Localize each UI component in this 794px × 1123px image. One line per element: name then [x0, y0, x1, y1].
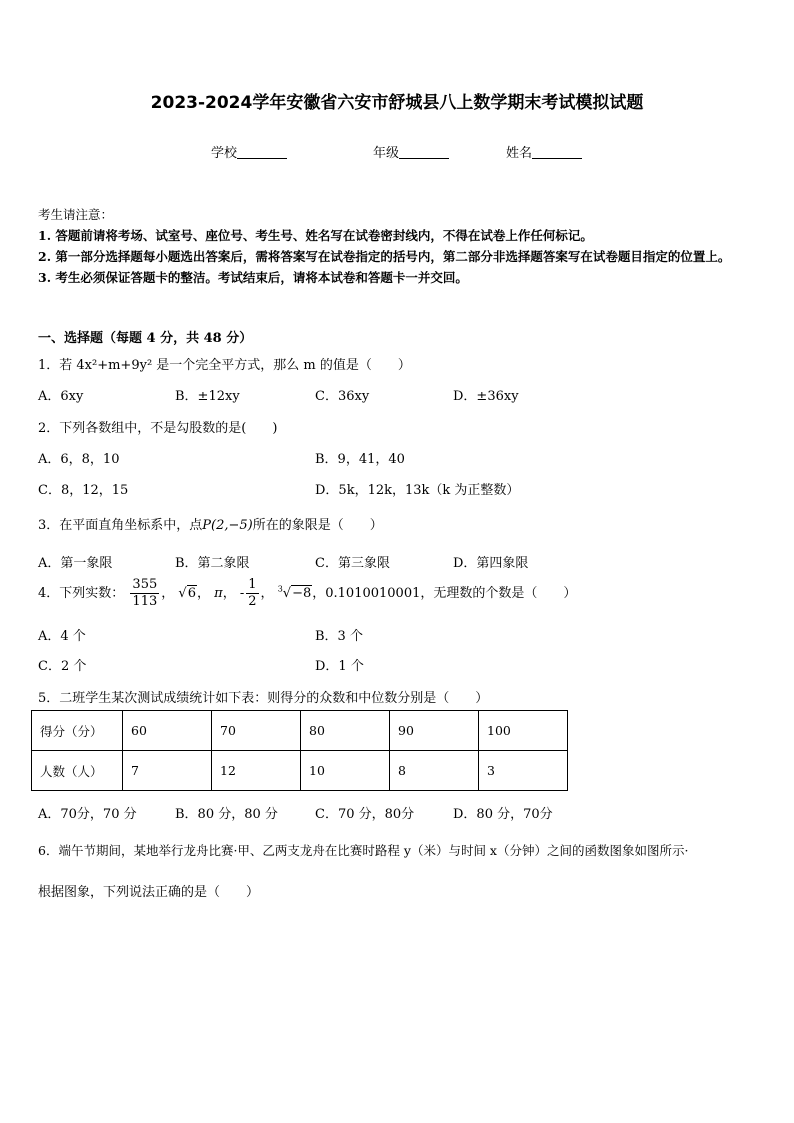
table-cell: 100: [479, 711, 568, 751]
q2-option-a: A．6，8，10: [38, 452, 120, 467]
table-cell: 7: [123, 751, 212, 791]
table-cell: 70: [212, 711, 301, 751]
table-cell: 12: [212, 751, 301, 791]
q5-option-a: A．70分，70 分: [38, 807, 137, 822]
q5-option-d: D．80 分，70分: [453, 807, 553, 822]
notes-heading: 考生请注意：: [38, 207, 114, 222]
question-6-stem: 6．端午节期间，某地举行龙舟比赛·甲、乙两支龙舟在比赛时路程 y（米）与时间 x（分钟）之间的函数图象如图所示·: [38, 843, 689, 858]
note-item: 3. 考生必须保证答题卡的整洁。考试结束后，请将本试卷和答题卡一并交回。: [38, 270, 468, 285]
table-cell: 得分（分）: [32, 711, 123, 751]
table-row: [32, 711, 568, 751]
table-cell: 90: [390, 711, 479, 751]
note-item: 2. 第一部分选择题每小题选出答案后，需将答案写在试卷指定的括号内，第二部分非选择题答案写在试卷题目指定的位置上。: [38, 249, 731, 264]
grade-blank: [399, 146, 449, 159]
q3-stem-pre: 3．在平面直角坐标系中，点: [38, 518, 203, 533]
pi-symbol: π: [214, 586, 223, 601]
q4-option-d: D．1 个: [315, 659, 364, 674]
question-1-stem: 1．若 4x²+m+9y² 是一个完全平方式，那么 m 的值是（ ）: [38, 358, 411, 373]
table-row: [32, 751, 568, 791]
q2-option-b: B．9，41，40: [315, 452, 405, 467]
q5-option-b: B．80 分，80 分: [175, 807, 278, 822]
q1-option-c: C．36xy: [315, 389, 370, 404]
q4-option-a: A．4 个: [38, 629, 86, 644]
q5-option-c: C．70 分，80分: [315, 807, 415, 822]
school-field: [211, 142, 287, 161]
table-cell: 8: [390, 751, 479, 791]
fraction-355-113: $\frac{355}{113}$: [132, 577, 158, 609]
question-3-stem: [38, 514, 383, 533]
q1-option-a: A．6xy: [38, 389, 84, 404]
grade-label: 年级: [373, 146, 400, 161]
q4-stem-post: ，0.1010010001，无理数的个数是（ ）: [312, 586, 577, 601]
name-blank: [532, 146, 582, 159]
grade-field: [373, 142, 449, 161]
q1-option-d: D．±36xy: [453, 389, 519, 404]
q4-option-b: B．3 个: [315, 629, 363, 644]
question-2-stem: 2．下列各数组中，不是勾股数的是( ): [38, 421, 278, 436]
school-blank: [237, 146, 287, 159]
cube-root: $^3$√−8: [277, 584, 312, 601]
q3-point: P(2,−5): [202, 518, 253, 533]
page-title: 2023-2024学年安徽省六安市舒城县八上数学期末考试模拟试题: [150, 93, 644, 113]
name-label: 姓名: [506, 146, 533, 161]
table-cell: 10: [301, 751, 390, 791]
section-heading: 一、选择题（每题 4 分，共 48 分）: [38, 331, 253, 346]
q3-option-a: A．第一象限: [38, 556, 113, 571]
fraction-1-2: $\frac{1}{2}$: [248, 577, 257, 609]
q3-option-d: D．第四象限: [453, 556, 529, 571]
table-cell: 60: [123, 711, 212, 751]
q3-option-c: C．第三象限: [315, 556, 390, 571]
q3-stem-post: 所在的象限是（ ）: [252, 518, 383, 533]
score-table: [31, 710, 568, 791]
question-4-stem: 4．下列实数： $\frac{355}{113}$ ， √6， π， - $\frac{1}{2}$ ， $^3$√−8，0.1010010001，无理数的个数是（ ）: [38, 577, 577, 609]
q4-stem-pre: 4．下列实数：: [38, 586, 125, 601]
question-6-stem-cont: 根据图象，下列说法正确的是（ ）: [38, 885, 260, 900]
q2-option-d: D．5k，12k，13k（k 为正整数）: [315, 483, 520, 498]
q2-option-c: C．8，12，15: [38, 483, 129, 498]
sqrt-6: √6: [178, 586, 196, 601]
table-cell: 80: [301, 711, 390, 751]
school-label: 学校: [211, 146, 238, 161]
name-field: [506, 142, 582, 161]
table-cell: 人数（人）: [32, 751, 123, 791]
table-cell: 3: [479, 751, 568, 791]
q4-option-c: C．2 个: [38, 659, 87, 674]
q1-option-b: B．±12xy: [175, 389, 240, 404]
question-5-stem: 5．二班学生某次测试成绩统计如下表：则得分的众数和中位数分别是（ ）: [38, 691, 489, 706]
exam-notes: [38, 204, 760, 288]
note-item: 1. 答题前请将考场、试室号、座位号、考生号、姓名写在试卷密封线内，不得在试卷上作任何标记。: [38, 228, 593, 243]
q3-option-b: B．第二象限: [175, 556, 250, 571]
